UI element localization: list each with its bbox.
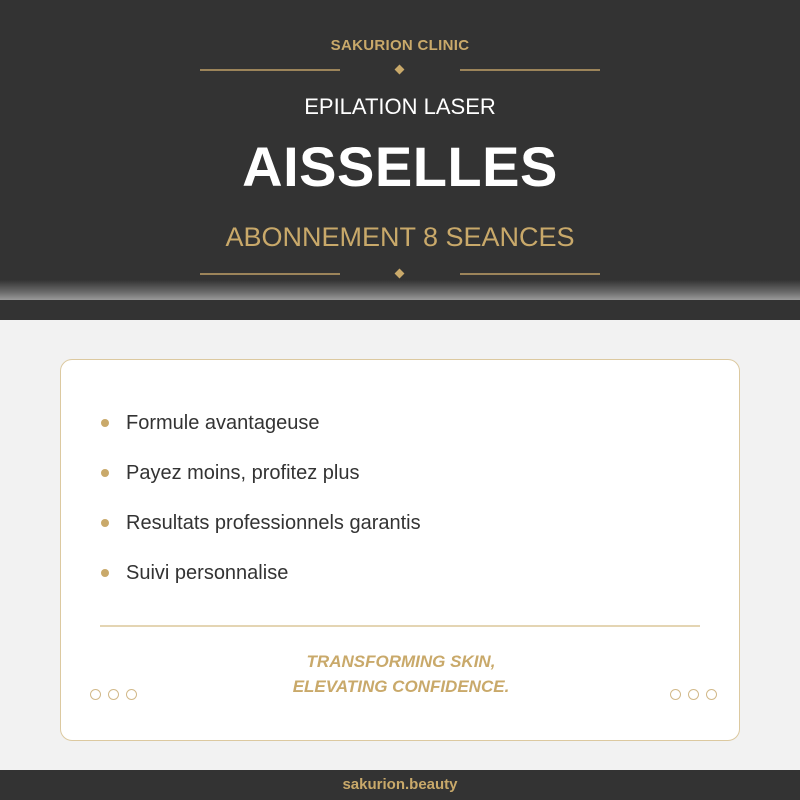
service-title: AISSELLES: [242, 135, 558, 198]
feature-text: Suivi personnalise: [126, 561, 289, 584]
divider-line: [200, 273, 340, 275]
clinic-name: SAKURION CLINIC: [330, 37, 470, 54]
diamond-icon: [395, 65, 405, 75]
feature-text: Formule avantageuse: [126, 411, 320, 434]
divider-line: [460, 273, 600, 275]
tagline-line-1: TRANSFORMING SKIN,: [306, 652, 496, 671]
circle-outline-icon: [706, 689, 717, 700]
feature-text: Payez moins, profitez plus: [126, 461, 360, 484]
feature-item: [99, 398, 421, 448]
header-gradient-band: [0, 280, 800, 300]
bullet-dot-icon: [101, 519, 109, 527]
decorative-dots-right: [670, 689, 717, 700]
features-card: [60, 359, 740, 741]
circle-outline-icon: [670, 689, 681, 700]
header-banner: [0, 0, 800, 320]
circle-outline-icon: [688, 689, 699, 700]
decorative-dots-left: [90, 689, 137, 700]
circle-outline-icon: [126, 689, 137, 700]
card-separator: [100, 625, 700, 627]
bullet-dot-icon: [101, 419, 109, 427]
diamond-icon: [395, 269, 405, 279]
tagline-line-2: ELEVATING CONFIDENCE.: [292, 677, 510, 696]
divider-line: [200, 69, 340, 71]
package-label: ABONNEMENT 8 SEANCES: [225, 222, 575, 252]
circle-outline-icon: [108, 689, 119, 700]
feature-list: [99, 398, 421, 598]
bottom-ornament-divider: [200, 269, 600, 279]
feature-item: [99, 448, 421, 498]
tagline: [61, 649, 741, 699]
top-ornament-divider: [200, 65, 600, 75]
divider-line: [460, 69, 600, 71]
circle-outline-icon: [90, 689, 101, 700]
feature-item: [99, 498, 421, 548]
feature-item: [99, 548, 421, 598]
footer-bar: [0, 770, 800, 800]
bullet-dot-icon: [101, 569, 109, 577]
website-label: sakurion.beauty: [342, 776, 458, 793]
service-type: EPILATION LASER: [304, 94, 496, 119]
feature-text: Resultats professionnels garantis: [126, 511, 421, 534]
bullet-dot-icon: [101, 469, 109, 477]
